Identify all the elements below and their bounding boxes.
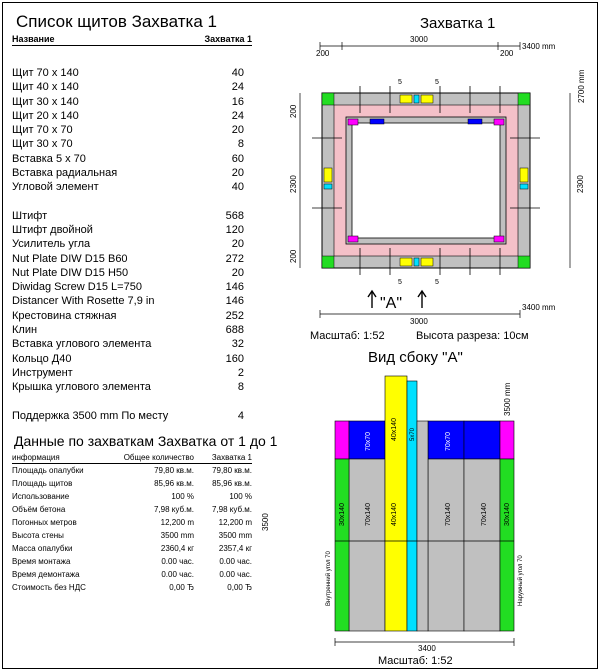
item-count: 32	[231, 338, 244, 351]
item-name: Щит 20 x 140	[12, 109, 79, 122]
header-total: Общее количество	[123, 452, 194, 462]
elevation-scale: Масштаб: 1:52	[378, 655, 453, 667]
stage-cell-stage: 0.00 час.	[219, 569, 252, 579]
stage-cell-total: 7,98 куб.м.	[154, 504, 194, 514]
stage-data-row	[12, 464, 252, 477]
panel-list-row	[12, 380, 252, 394]
panel-list-row	[12, 337, 252, 351]
stage-cell-stage: 79,80 кв.м.	[212, 465, 252, 475]
panel-list-row	[12, 323, 252, 337]
item-name: Вставка 5 x 70	[12, 152, 86, 165]
stage-data-row	[12, 477, 252, 490]
panel-list-header	[12, 34, 252, 46]
stage-cell-name: Площадь опалубки	[12, 465, 84, 475]
panel-list-row	[12, 180, 252, 194]
stage-cell-total: 100 %	[171, 491, 194, 501]
label-30x140-2: 30x140	[504, 503, 511, 526]
height-dim-left: 3500	[261, 513, 270, 531]
stage-data-row	[12, 516, 252, 529]
item-count: 8	[237, 381, 244, 394]
stage-data-row	[12, 490, 252, 503]
stage-cell-name: Высота стены	[12, 530, 64, 540]
section-label: "A"	[380, 295, 403, 312]
outer-label: Наружный угол 70	[518, 555, 524, 606]
label-70x70: 70x70	[365, 431, 372, 451]
group-gap	[12, 195, 252, 209]
width-dim: 3400	[418, 644, 436, 653]
panel-list-row	[12, 280, 252, 294]
panel-num-bottom: 5	[398, 279, 402, 286]
panel-num-bottom-2: 5	[435, 279, 439, 286]
stage-cell-total: 3500 mm	[160, 530, 194, 540]
panel-list-row	[12, 266, 252, 280]
panel-list-row	[12, 137, 252, 151]
corner-label: Внутренний угол 70	[326, 551, 332, 606]
panel-list-row	[12, 223, 252, 237]
label-40x140-top: 40x140	[391, 418, 398, 441]
item-count: 20	[231, 124, 244, 137]
dim-left: 200	[316, 49, 330, 58]
stage-cell-total: 2360,4 кг	[160, 543, 194, 553]
item-count: 24	[231, 109, 244, 122]
dim-side-top: 200	[289, 104, 298, 118]
item-name: Щит 70 x 70	[12, 124, 73, 137]
stage-cell-name: Масса опалубки	[12, 543, 73, 553]
panel-list-row	[12, 309, 252, 323]
item-count: 4	[237, 409, 244, 422]
stage-cell-total: 79,80 кв.м.	[154, 465, 194, 475]
item-name: Штифт	[12, 209, 48, 222]
panel-list-title: Список щитов Захватка 1	[16, 12, 217, 31]
item-count: 20	[231, 238, 244, 251]
item-name: Nut Plate DIW D15 H50	[12, 266, 129, 279]
height-dim: 3500 mm	[503, 382, 512, 416]
header-name: Название	[12, 34, 55, 44]
dim-mid-bottom: 3000	[410, 317, 428, 326]
label-30x140: 30x140	[339, 503, 346, 526]
item-count: 8	[237, 138, 244, 151]
item-count: 568	[225, 209, 244, 222]
panel-list-row	[12, 252, 252, 266]
item-name: Nut Plate DIW D15 B60	[12, 252, 128, 265]
plan-title: Захватка 1	[420, 15, 496, 32]
stage-data-title: Данные по захваткам Захватка от 1 до 1	[14, 432, 278, 449]
label-40x140: 40x140	[391, 503, 398, 526]
panel-list-row	[12, 66, 252, 80]
stage-data-row	[12, 581, 252, 594]
item-count: 272	[225, 252, 244, 265]
stage-cell-stage: 100 %	[229, 491, 252, 501]
panel-num-top: 5	[398, 79, 402, 86]
panel-list-row	[12, 95, 252, 109]
stage-cell-name: Площадь щитов	[12, 478, 73, 488]
item-name: Вставка радиальная	[12, 167, 118, 180]
dim-total-w-bottom: 3400 mm	[522, 303, 556, 312]
stage-cell-name: Время демонтажа	[12, 569, 80, 579]
item-count: 252	[225, 309, 244, 322]
stage-cell-total: 85,96 кв.м.	[154, 478, 194, 488]
stage-data-row	[12, 555, 252, 568]
dim-total-w: 3400 mm	[522, 42, 556, 51]
stage-data-row	[12, 542, 252, 555]
item-count: 20	[231, 167, 244, 180]
elevation-drawing	[250, 346, 595, 668]
item-name: Угловой элемент	[12, 181, 99, 194]
stage-cell-stage: 85,96 кв.м.	[212, 478, 252, 488]
cut-height: Высота разреза: 10см	[416, 330, 529, 342]
stage-data-table	[12, 464, 252, 594]
panel-list-row	[12, 123, 252, 137]
plan-drawing	[290, 8, 590, 348]
panel-num-top-2: 5	[435, 79, 439, 86]
stage-cell-stage: 0,00 Ђ	[227, 582, 252, 592]
panel-list-row	[12, 294, 252, 308]
item-count: 40	[231, 181, 244, 194]
item-count: 688	[225, 324, 244, 337]
stage-cell-name: Использование	[12, 491, 70, 501]
stage-cell-stage: 12,200 m	[218, 517, 252, 527]
panel-list-row	[12, 409, 252, 423]
stage-cell-name: Время монтажа	[12, 556, 71, 566]
label-5x70: 5x70	[410, 427, 416, 441]
item-name: Distancer With Rosette 7,9 in	[12, 295, 155, 308]
stage-cell-total: 0.00 час.	[161, 556, 194, 566]
dim-right: 200	[500, 49, 514, 58]
item-name: Инструмент	[12, 366, 73, 379]
item-name: Щит 40 x 140	[12, 81, 79, 94]
item-name: Поддержка 3500 mm По месту	[12, 409, 169, 422]
item-name: Щит 70 x 140	[12, 67, 79, 79]
dim-side-mid: 2300	[576, 175, 585, 193]
item-count: 146	[225, 281, 244, 294]
left-column	[12, 10, 278, 594]
item-name: Вставка углового элемента	[12, 338, 152, 351]
item-name: Кольцо Д40	[12, 352, 72, 365]
stage-cell-total: 0,00 Ђ	[169, 582, 194, 592]
label-70x140-2: 70x140	[445, 503, 452, 526]
dim-mid: 3000	[410, 35, 428, 44]
item-name: Крестовина стяжная	[12, 309, 117, 322]
stage-cell-total: 12,200 m	[160, 517, 194, 527]
stage-data-header	[12, 453, 252, 464]
stage-cell-stage: 7,98 куб.м.	[212, 504, 252, 514]
header-info: информация	[12, 452, 60, 462]
panel-list-row	[12, 152, 252, 166]
item-name: Diwidag Screw D15 L=750	[12, 281, 142, 294]
item-count: 146	[225, 295, 244, 308]
dim-total-h: 2700 mm	[577, 69, 586, 103]
item-name: Щит 30 x 70	[12, 138, 73, 151]
stage-cell-name: Погонных метров	[12, 517, 77, 527]
stage-cell-stage: 3500 mm	[218, 530, 252, 540]
panel-list-row	[12, 80, 252, 94]
plan-scale: Масштаб: 1:52	[310, 330, 385, 342]
label-70x140: 70x140	[365, 503, 372, 526]
stage-cell-total: 0.00 час.	[161, 569, 194, 579]
panel-list-row	[12, 209, 252, 223]
label-70x140-3: 70x140	[481, 503, 488, 526]
header-stage-1: Захватка 1	[211, 452, 252, 462]
item-name: Усилитель угла	[12, 238, 91, 251]
label-70x70-2: 70x70	[445, 431, 452, 451]
item-count: 16	[231, 95, 244, 108]
group-gap	[12, 395, 252, 409]
header-stage: Захватка 1	[204, 34, 252, 44]
item-name: Крышка углового элемента	[12, 381, 151, 394]
dim-side-bot: 200	[289, 249, 298, 263]
item-name: Щит 30 x 140	[12, 95, 79, 108]
item-count: 160	[225, 352, 244, 365]
dim-side-mid-left: 2300	[289, 175, 298, 193]
panel-list	[12, 66, 252, 423]
item-count: 120	[225, 223, 244, 236]
elevation-title: Вид сбоку "А"	[368, 349, 463, 366]
panel-list-row	[12, 109, 252, 123]
item-count: 40	[231, 67, 244, 79]
stage-data-row	[12, 568, 252, 581]
panel-list-row	[12, 366, 252, 380]
stage-cell-stage: 2357,4 кг	[218, 543, 252, 553]
stage-cell-name: Объём бетона	[12, 504, 66, 514]
stage-data-row	[12, 529, 252, 542]
panel-list-row	[12, 166, 252, 180]
panel-list-row	[12, 352, 252, 366]
panel-list-row	[12, 237, 252, 251]
item-name: Клин	[12, 324, 38, 337]
item-count: 2	[237, 366, 244, 379]
item-count: 24	[231, 81, 244, 94]
stage-cell-name: Стоимость без НДС	[12, 582, 86, 592]
item-name: Штифт двойной	[12, 223, 93, 236]
stage-data-row	[12, 503, 252, 516]
item-count: 20	[231, 266, 244, 279]
item-count: 60	[231, 152, 244, 165]
stage-cell-stage: 0.00 час.	[219, 556, 252, 566]
